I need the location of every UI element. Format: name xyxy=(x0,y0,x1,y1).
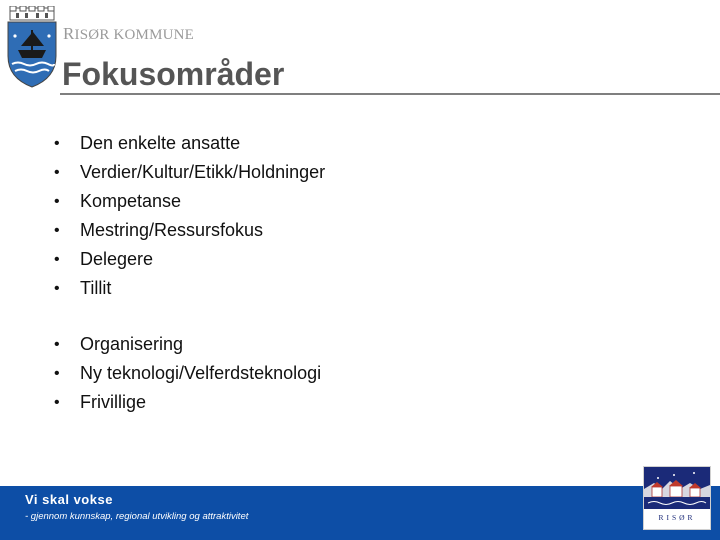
list-item-text: Delegere xyxy=(80,249,154,269)
organization-name xyxy=(63,24,194,44)
list-item xyxy=(0,129,325,158)
list-item-text: Den enkelte ansatte xyxy=(80,133,241,153)
list-item xyxy=(0,187,325,216)
list-item-text: Frivillige xyxy=(80,392,147,412)
list-item xyxy=(0,330,321,359)
list-item xyxy=(0,158,325,187)
town-logo-icon xyxy=(643,466,711,530)
list-item xyxy=(0,216,325,245)
title-divider xyxy=(60,93,720,95)
footer-logo-text: RISØR xyxy=(658,513,696,522)
coat-of-arms-icon xyxy=(6,6,58,88)
footer-title: Vi skal vokse xyxy=(25,492,113,507)
focus-list-secondary xyxy=(0,330,321,417)
list-item-text: Kompetanse xyxy=(80,191,182,211)
bullet-icon: • xyxy=(54,251,60,268)
list-item xyxy=(0,388,321,417)
list-item-text: Verdier/Kultur/Etikk/Holdninger xyxy=(80,162,326,182)
list-item xyxy=(0,274,325,303)
bullet-icon: • xyxy=(54,135,60,152)
bullet-icon: • xyxy=(54,365,60,382)
list-item-text: Tillit xyxy=(80,278,112,298)
bullet-icon: • xyxy=(54,336,60,353)
footer-subtitle: - gjennom kunnskap, regional utvikling og attraktivitet xyxy=(25,511,249,522)
list-item-text: Organisering xyxy=(80,334,184,354)
town-illustration xyxy=(644,467,710,513)
list-item xyxy=(0,359,321,388)
list-item xyxy=(0,245,325,274)
bullet-icon: • xyxy=(54,394,60,411)
bullet-icon: • xyxy=(54,280,60,297)
bullet-icon: • xyxy=(54,222,60,239)
slide-title: Fokusområder xyxy=(62,56,285,92)
list-item-text: Mestring/Ressursfokus xyxy=(80,220,264,240)
focus-list-primary xyxy=(0,129,325,303)
organization-name-rest: ISØR KOMMUNE xyxy=(74,27,195,43)
bullet-icon: • xyxy=(54,164,60,181)
list-item-text: Ny teknologi/Velferdsteknologi xyxy=(80,363,322,383)
bullet-icon: • xyxy=(54,193,60,210)
organization-name-initial: R xyxy=(63,24,75,43)
